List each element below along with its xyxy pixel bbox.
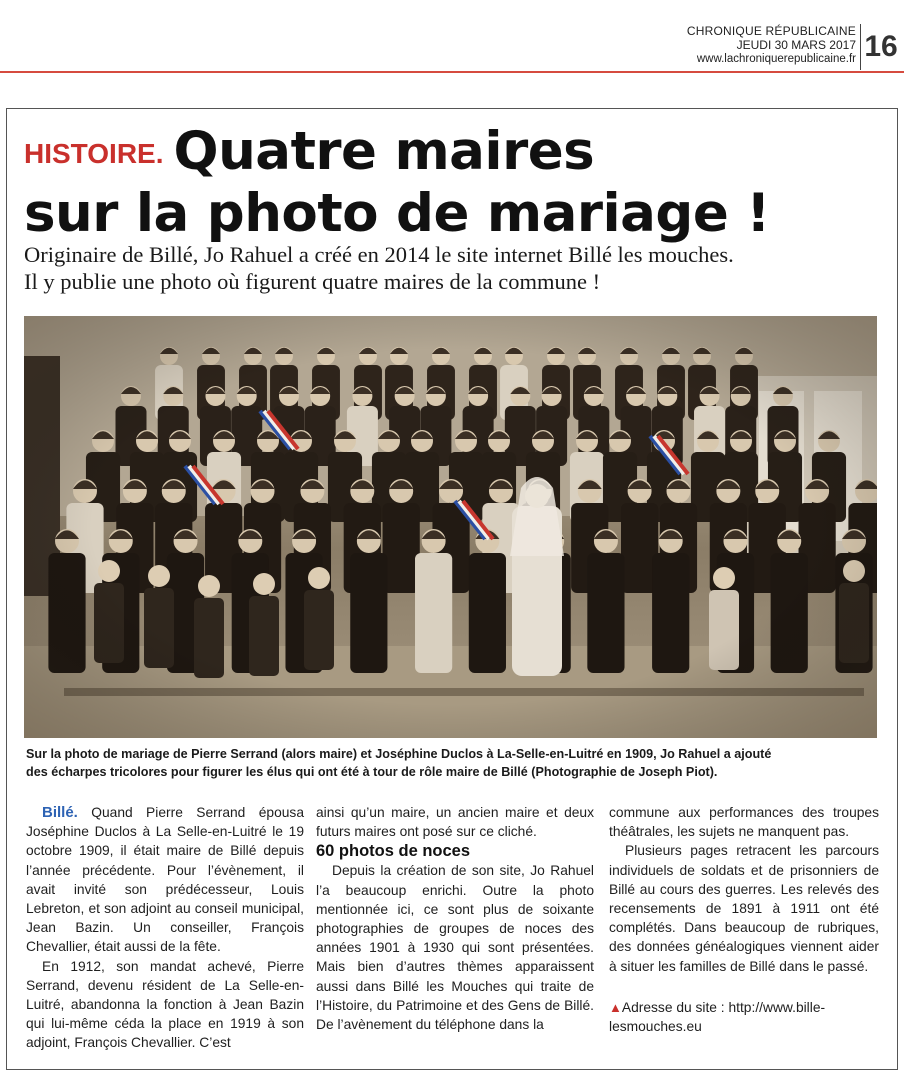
wedding-photo-illustration (24, 316, 877, 738)
text-column-2 (316, 803, 594, 1034)
kicker: HISTOIRE. (24, 138, 164, 169)
paragraph: commune aux performances des troupes théâtrales, les sujets ne manquent pas. (609, 805, 879, 840)
photo-caption (26, 745, 878, 781)
text-column-1 (26, 803, 304, 1053)
paragraph: En 1912, son mandat achevé, Pierre Serrand, devenu résident de La Selle-en-Luitré, abandonna la fonction à Jean Bazin qui lui-même céda la place en 1919 à son adjoint, François Chevallier. C’est (26, 958, 304, 1051)
masthead (687, 24, 856, 66)
subheading: 60 photos de noces (316, 842, 471, 861)
lead-line-1: Originaire de Billé, Jo Rahuel a créé en 2014 le site internet Billé les mouches. (24, 242, 734, 267)
paragraph (26, 803, 304, 957)
text-column-3 (609, 803, 879, 1036)
paragraph: Plusieurs pages retracent les parcours individuels de soldats et de prisonniers de Billé au cours des guerres. Les relevés des recensements de 1891 à 1911 ont été complétés. Dans beaucoup de rubriques, des données généalogiques viennent aider à situer les familles de Billé dans le passé. (609, 843, 879, 974)
masthead-rule (0, 71, 904, 73)
dateline: Billé. (42, 804, 78, 821)
lead-line-2: Il y publie une photo où figurent quatre maires de la commune ! (24, 269, 601, 294)
paragraph: ainsi qu’un maire, un ancien maire et deux futurs maires ont posé sur ce cliché. (316, 805, 594, 840)
red-triangle-icon: ▲ (609, 999, 622, 1015)
site-address-text[interactable]: Adresse du site : http://www.bille-lesmouches.eu (609, 999, 826, 1035)
caption-line-1: Sur la photo de mariage de Pierre Serrand (alors maire) et Joséphine Duclos à La-Selle-en-Luitré en 1909, Jo Rahuel a ajouté (26, 747, 772, 761)
publication-name: CHRONIQUE RÉPUBLICAINE (686, 24, 856, 38)
publication-url[interactable]: www.lachroniquerepublicaine.fr (696, 53, 856, 65)
caption-line-2: des écharpes tricolores pour figurer les élus qui ont été à tour de rôle maire de Billé (Photographie de Joseph Piot). (26, 765, 718, 779)
article-lead (24, 241, 884, 295)
paragraph: Depuis la création de son site, Jo Rahuel l’a beaucoup enrichi. Outre la photo mentionnée ici, ce sont plus de soixante photographies de groupes de noces des années 1901 à 1930 qui sont présentées. Mais bien d’autres thèmes apparaissent aussi dans Billé les Mouches qui traite de l’Histoire, du Patrimoine et des Gens de Billé. De l’avènement du téléphone dans la (316, 863, 594, 1033)
issue-date: JEUDI 30 MARS 2017 (736, 38, 856, 52)
wedding-group-photo (24, 316, 877, 738)
page-number: 16 (860, 24, 901, 70)
title-line-1: Quatre maires (173, 121, 595, 182)
site-address[interactable] (609, 998, 879, 1036)
title-line-2: sur la photo de mariage ! (24, 183, 770, 244)
paragraph-text: Quand Pierre Serrand épousa Joséphine Duclos à La Selle-en-Luitré le 19 octobre 1909, il était maire de Billé depuis l’année précédente. Pour l’évènement, il avait invité son prédécesseur, Louis Lebreton, et son adjoint au conseil municipal, Jean Bazin. Un conseiller, François Chevallier, était aussi de la fête. (26, 805, 304, 955)
article-title (24, 122, 770, 244)
